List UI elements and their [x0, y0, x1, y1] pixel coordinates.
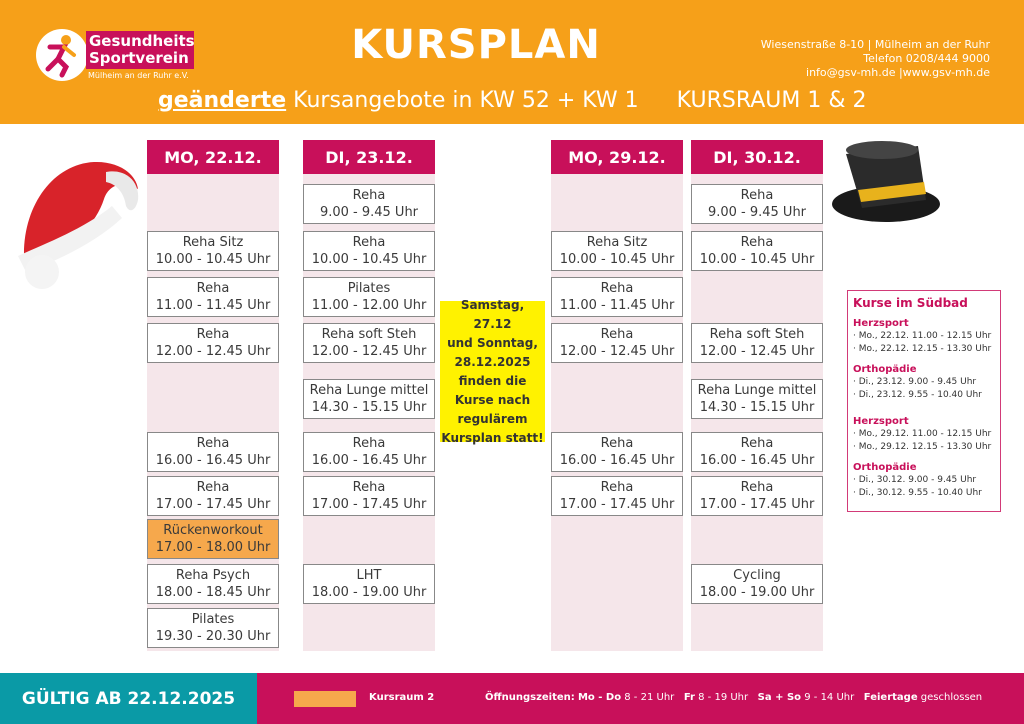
hours-time: 8 - 21 Uhr	[624, 692, 675, 703]
course-name: Reha	[196, 436, 230, 451]
hours-time: geschlossen	[920, 692, 983, 703]
suedbad-section-heading: Herzsport	[853, 318, 909, 329]
course-name: Reha Lunge mittel	[309, 383, 429, 398]
course-name: Reha Psych	[175, 568, 251, 583]
santa-hat-icon	[14, 144, 142, 298]
course-card	[691, 184, 823, 224]
course-time: 17.00 - 17.45 Uhr	[311, 497, 427, 512]
suedbad-section-heading: Orthopädie	[853, 364, 917, 375]
course-name: Reha	[196, 281, 230, 296]
suedbad-item: · Mo., 22.12. 11.00 - 12.15 Uhr	[853, 331, 992, 341]
course-name: Reha Lunge mittel	[697, 383, 817, 398]
suedbad-section-heading: Herzsport	[853, 416, 909, 427]
course-card	[147, 476, 279, 516]
header	[0, 0, 1024, 124]
course-card-kursraum2	[147, 519, 279, 559]
course-time: 16.00 - 16.45 Uhr	[155, 453, 271, 468]
hours-days: Fr	[683, 692, 695, 703]
hours-days: Feiertage	[863, 692, 918, 703]
course-card	[551, 432, 683, 472]
course-time: 9.00 - 9.45 Uhr	[707, 205, 807, 220]
course-card	[691, 432, 823, 472]
course-time: 10.00 - 10.45 Uhr	[311, 252, 427, 267]
course-time: 10.00 - 10.45 Uhr	[155, 252, 271, 267]
course-name: Cycling	[733, 568, 781, 583]
course-card	[303, 184, 435, 224]
weekend-note-line: Samstag, 27.12	[460, 297, 525, 331]
day-header: DI, 30.12.	[691, 140, 823, 174]
course-time: 16.00 - 16.45 Uhr	[699, 453, 815, 468]
logo-line2: Sportverein	[89, 49, 189, 67]
course-time: 11.00 - 11.45 Uhr	[559, 298, 675, 313]
course-card	[147, 432, 279, 472]
course-time: 16.00 - 16.45 Uhr	[559, 453, 675, 468]
course-name: Reha	[740, 235, 774, 250]
course-card	[303, 231, 435, 271]
course-name: Reha	[600, 281, 634, 296]
weekend-note-line: Kurse nach	[454, 392, 531, 407]
course-card	[303, 476, 435, 516]
room-label: KURSRAUM 1 & 2	[676, 88, 867, 113]
course-name: Reha	[352, 436, 386, 451]
course-card	[691, 476, 823, 516]
suedbad-box	[847, 290, 1001, 512]
suedbad-item: · Di., 23.12. 9.00 - 9.45 Uhr	[853, 377, 977, 387]
course-name: Reha	[740, 188, 774, 203]
course-time: 17.00 - 17.45 Uhr	[155, 497, 271, 512]
opening-hours	[485, 692, 982, 703]
course-time: 19.30 - 20.30 Uhr	[155, 629, 271, 644]
day-header: DI, 23.12.	[303, 140, 435, 174]
course-name: Reha	[196, 480, 230, 495]
course-card	[303, 323, 435, 363]
valid-from-label: GÜLTIG AB 22.12.2025	[0, 673, 257, 724]
course-card	[303, 277, 435, 317]
course-name: Pilates	[347, 281, 391, 296]
course-time: 16.00 - 16.45 Uhr	[311, 453, 427, 468]
course-time: 10.00 - 10.45 Uhr	[559, 252, 675, 267]
address-street: Wiesenstraße 8-10 | Mülheim an der Ruhr	[760, 38, 990, 51]
top-hat-icon	[828, 134, 944, 238]
course-name: Reha	[600, 327, 634, 342]
course-time: 9.00 - 9.45 Uhr	[319, 205, 419, 220]
course-card	[147, 323, 279, 363]
address-block	[761, 38, 990, 80]
course-name: Rückenworkout	[163, 523, 263, 538]
course-name: Reha Sitz	[182, 235, 244, 250]
address-web[interactable]: info@gsv-mh.de |www.gsv-mh.de	[806, 66, 990, 79]
legend-label: Kursraum 2	[369, 692, 435, 703]
day-header: MO, 29.12.	[551, 140, 683, 174]
course-time: 18.00 - 18.45 Uhr	[155, 585, 271, 600]
course-time: 10.00 - 10.45 Uhr	[699, 252, 815, 267]
course-name: Reha Sitz	[586, 235, 648, 250]
course-card	[303, 379, 435, 419]
course-time: 14.30 - 15.15 Uhr	[699, 400, 815, 415]
page-title: KURSPLAN	[351, 22, 601, 68]
suedbad-item: · Di., 30.12. 9.00 - 9.45 Uhr	[853, 475, 977, 485]
logo-line1: Gesundheits	[89, 32, 195, 50]
course-name: Reha soft Steh	[709, 327, 805, 342]
suedbad-item: · Mo., 29.12. 11.00 - 12.15 Uhr	[853, 429, 992, 439]
course-name: Reha	[352, 235, 386, 250]
course-card	[551, 277, 683, 317]
legend-swatch-kursraum2	[294, 691, 356, 707]
course-card	[303, 432, 435, 472]
course-name: Reha	[352, 480, 386, 495]
course-name: Reha	[600, 480, 634, 495]
course-time: 12.00 - 12.45 Uhr	[311, 344, 427, 359]
suedbad-item: · Di., 30.12. 9.55 - 10.40 Uhr	[853, 488, 982, 498]
hours-days: Sa + So	[757, 692, 802, 703]
hours-time: 9 - 14 Uhr	[804, 692, 855, 703]
weekend-note-line: regulärem	[457, 411, 528, 426]
course-time: 14.30 - 15.15 Uhr	[311, 400, 427, 415]
suedbad-item: · Di., 23.12. 9.55 - 10.40 Uhr	[853, 390, 982, 400]
hours-label: Öffnungszeiten:	[485, 692, 575, 703]
subtitle-highlight: geänderte	[158, 88, 287, 113]
footer	[0, 673, 1024, 724]
hours-days: Mo - Do	[577, 692, 622, 703]
course-card	[551, 323, 683, 363]
address-phone: Telefon 0208/444 9000	[863, 52, 990, 65]
course-time: 17.00 - 18.00 Uhr	[155, 540, 271, 555]
weekend-note-line: finden die	[458, 373, 527, 388]
course-card	[147, 564, 279, 604]
course-name: Reha soft Steh	[321, 327, 417, 342]
course-time: 17.00 - 17.45 Uhr	[699, 497, 815, 512]
subtitle-text: Kursangebote in KW 52 + KW 1	[286, 88, 639, 113]
course-card	[551, 231, 683, 271]
weekend-note-line: Kursplan statt!	[441, 430, 544, 445]
course-card	[303, 564, 435, 604]
course-card	[691, 564, 823, 604]
course-time: 12.00 - 12.45 Uhr	[155, 344, 271, 359]
course-name: Reha	[600, 436, 634, 451]
course-card	[691, 323, 823, 363]
course-card	[691, 231, 823, 271]
course-card	[147, 608, 279, 648]
course-name: Reha	[740, 480, 774, 495]
course-time: 18.00 - 19.00 Uhr	[699, 585, 815, 600]
course-name: Reha	[196, 327, 230, 342]
weekend-note-line: 28.12.2025	[454, 354, 531, 369]
course-time: 12.00 - 12.45 Uhr	[699, 344, 815, 359]
course-time: 11.00 - 12.00 Uhr	[311, 298, 427, 313]
hours-time: 8 - 19 Uhr	[698, 692, 749, 703]
suedbad-item: · Mo., 29.12. 12.15 - 13.30 Uhr	[853, 442, 992, 452]
suedbad-title: Kurse im Südbad	[853, 296, 968, 310]
course-time: 17.00 - 17.45 Uhr	[559, 497, 675, 512]
suedbad-section-heading: Orthopädie	[853, 462, 917, 473]
course-time: 12.00 - 12.45 Uhr	[559, 344, 675, 359]
course-card	[551, 476, 683, 516]
course-name: Pilates	[191, 612, 235, 627]
course-card	[147, 231, 279, 271]
course-name: Reha	[352, 188, 386, 203]
course-name: Reha	[740, 436, 774, 451]
day-header: MO, 22.12.	[147, 140, 279, 174]
course-card	[147, 277, 279, 317]
weekend-note-line: und Sonntag,	[447, 335, 538, 350]
subtitle	[158, 88, 867, 113]
logo-subline: Mülheim an der Ruhr e.V.	[88, 71, 189, 80]
suedbad-item: · Mo., 22.12. 12.15 - 13.30 Uhr	[853, 344, 992, 354]
course-time: 11.00 - 11.45 Uhr	[155, 298, 271, 313]
weekend-note	[440, 297, 545, 445]
course-card	[691, 379, 823, 419]
course-time: 18.00 - 19.00 Uhr	[311, 585, 427, 600]
course-name: LHT	[356, 568, 382, 583]
